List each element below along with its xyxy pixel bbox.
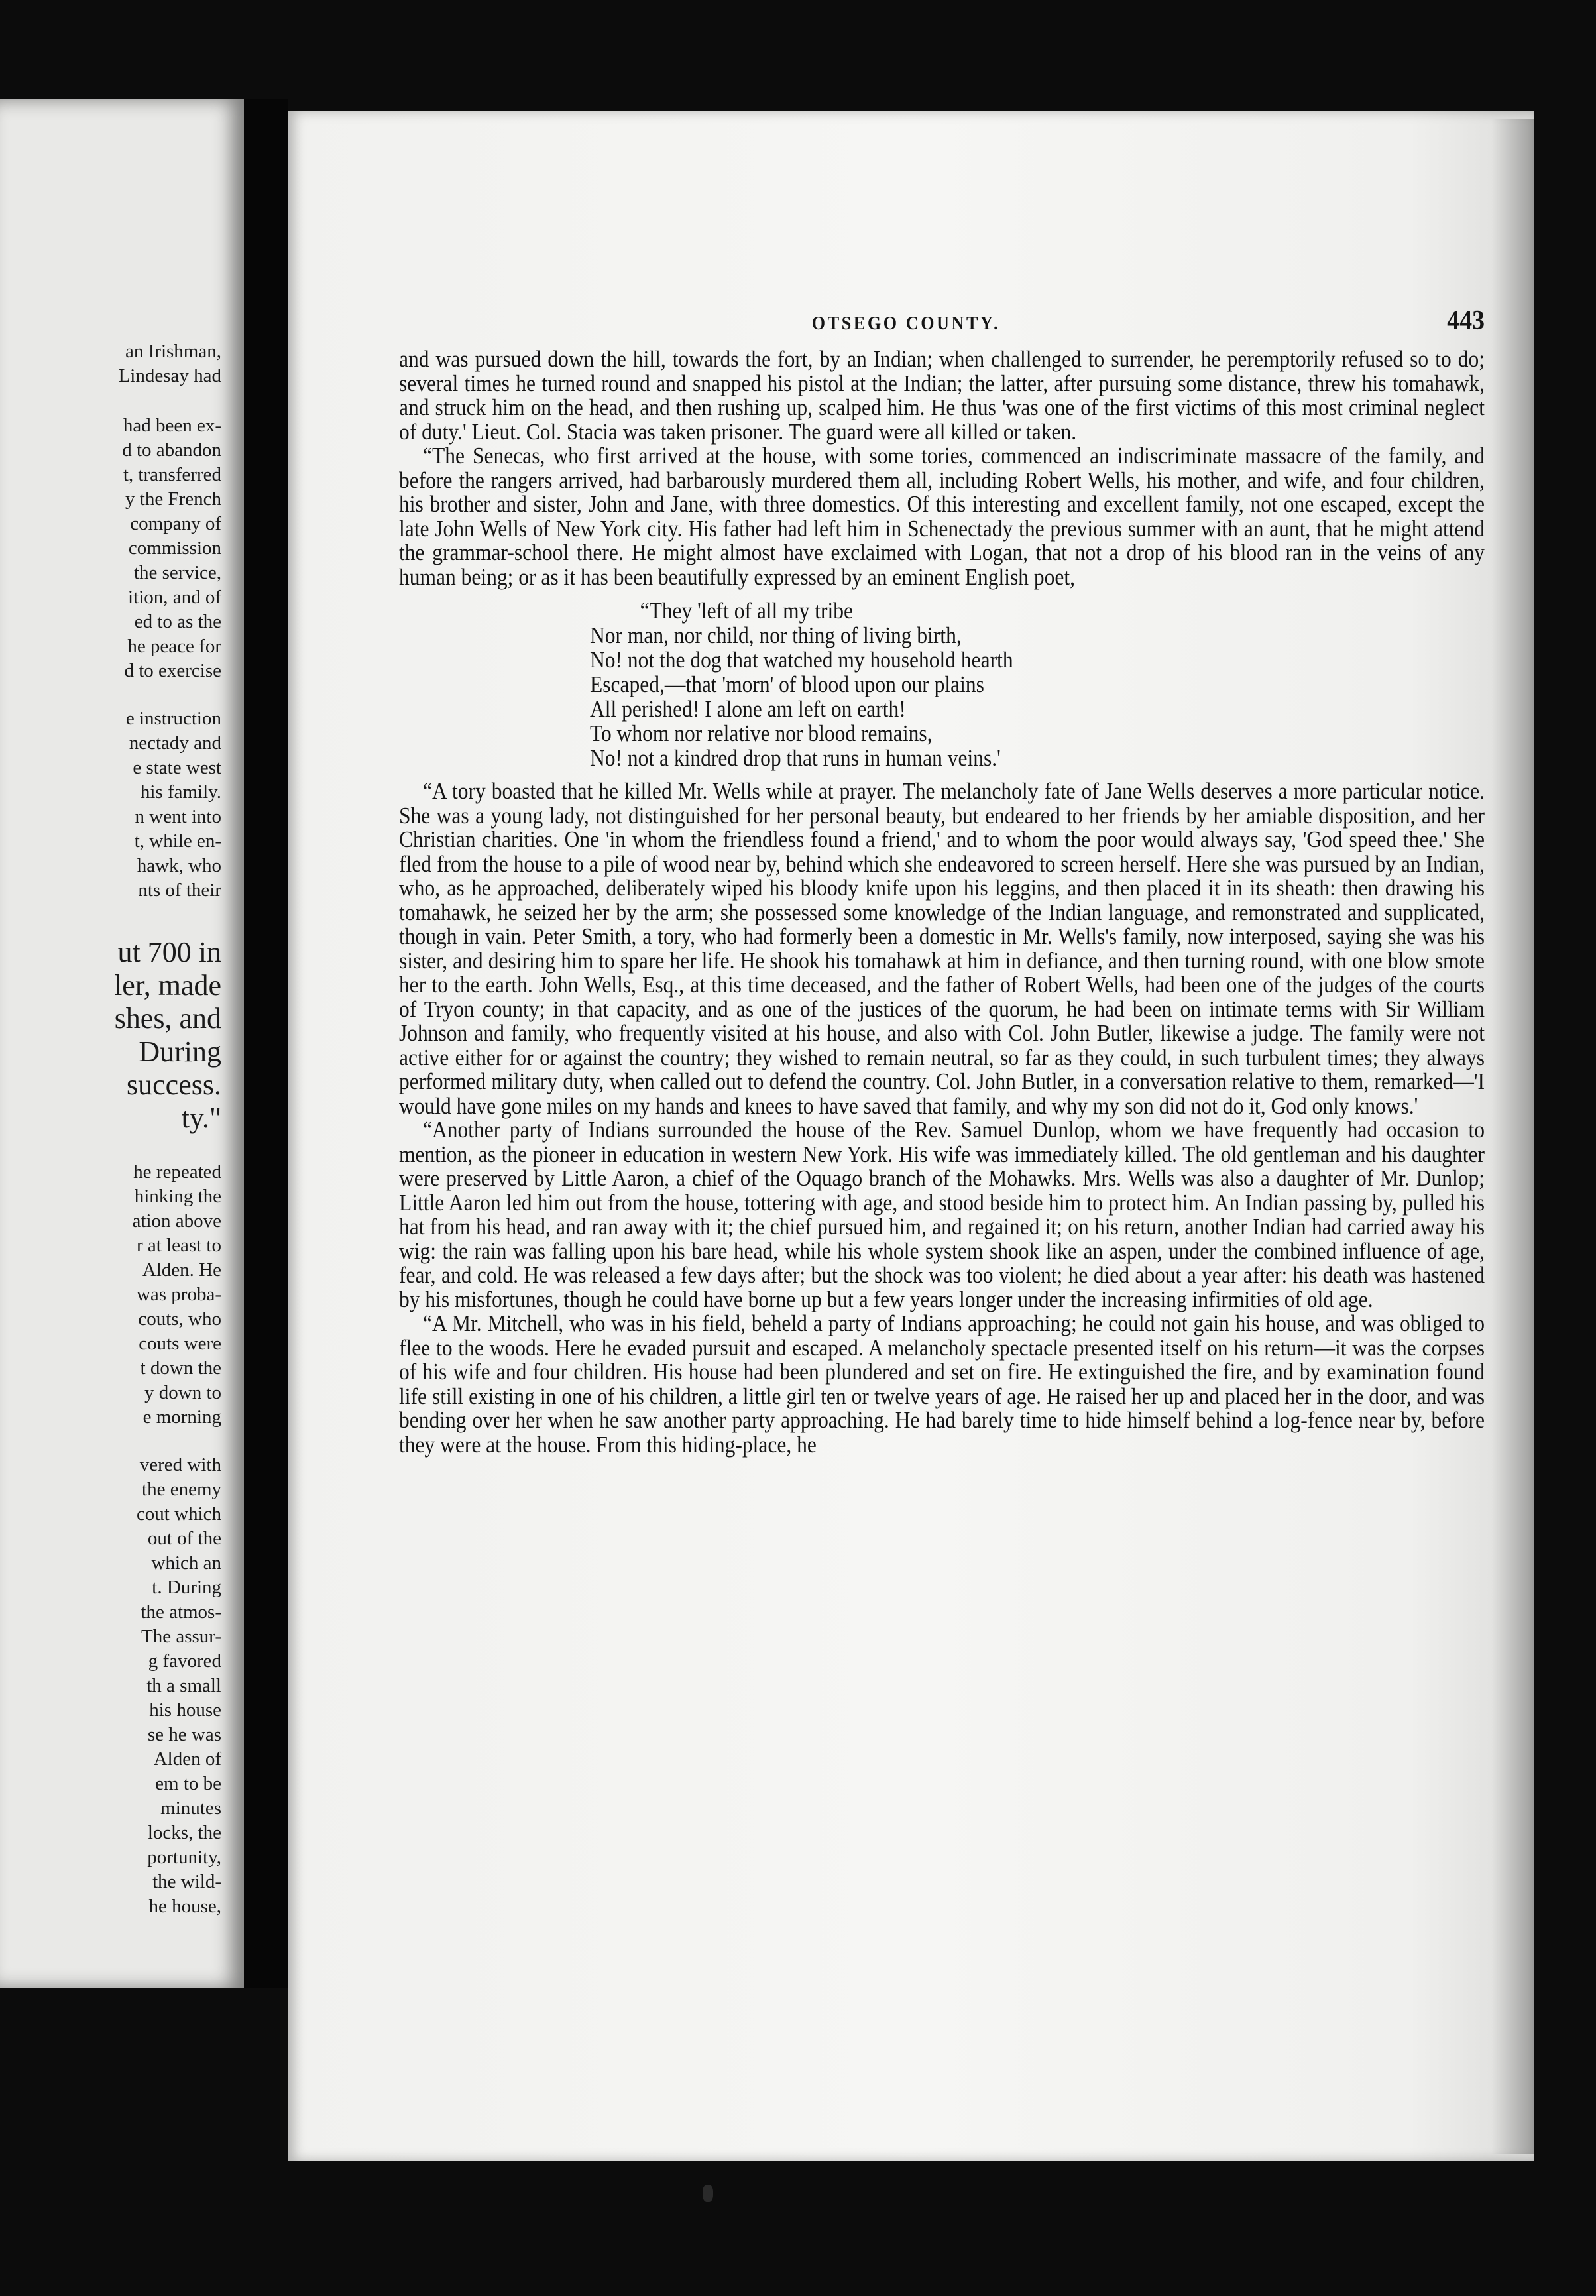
facing-page-fragment: t down the [140,1357,221,1379]
facing-page-fragment: t, transferred [123,464,221,485]
facing-page-fragment: an Irishman, [125,341,221,362]
paragraph: “A tory boasted that he killed Mr. Wells while at prayer. The melancholy fate of Jane Wells deserves a more particular notice. She was a young lady, not distinguished for her personal beauty, but endeared to her friends by her amiable disposition, and her Christian charities. One 'in whom the friendless found a friend,' and to whom the poor would always say, 'God speed thee.' She fled from the house to a pile of wood near by, behind which she endeavored to screen herself. Here she was pursued by an Indian, who, as he approached, deliberately wiped his bloody knife upon his leggins, and then placed it in its sheath: then drawing his tomahawk, he seized her by the arm; she possessed some knowledge of the Indian language, and remonstrated and supplicated, though in vain. Peter Smith, a tory, who had formerly been a domestic in Mr. Wells's family, now interposed, saying she was his sister, and desiring him to spare her life. He shook his tomahawk at him in defiance, and then turning round, with one blow smote her to the earth. John Wells, Esq., at this time deceased, and the father of Robert Wells, had been one of the judges of the courts of Tryon county; in that capacity, and as one of the justices of the quorum, he had been on intimate terms with Sir William Johnson and family, who frequently visited at his house, and also with Col. John Butler, likewise a judge. The family were not active either for or against the country; they wished to remain neutral, so far as they could, in such turbulent times; they always performed military duty, when called out to defend the country. Col. John Butler, in a conversation relative to them, remarked—'I would have gone miles on my hands and knees to have saved that family, and why my son did not do it, God only knows.' [399,778,1485,1119]
facing-page-fragment: Lindesay had [118,365,221,386]
facing-page-fragment: the service, [133,562,221,583]
facing-page-fragment: locks, the [147,1822,221,1843]
paragraph: “A Mr. Mitchell, who was in his field, beheld a party of Indians approaching; he could not gain his house, and was obliged to flee to the woods. Here he evaded pursuit and escaped. A melancholy spectacle presented itself on his return—it was the corpses of his wife and four children. His house had been plundered and set on fire. He extinguished the fire, and by examination found life still existing in one of his children, a little girl ten or twelve years of age. He raised her up and placed her in the door, and was bending over her when he saw another party approaching. He had barely time to hide himself behind a log-fence near by, before they were at the house. From this hiding-place, he [399,1310,1485,1458]
facing-page-fragment: cout which [136,1503,221,1524]
facing-page-fragment: the atmos- [141,1601,221,1623]
facing-page-fragment: r at least to [136,1235,221,1256]
facing-page-fragment: nectady and [129,732,221,754]
facing-page-fragment: company of [130,513,221,534]
facing-page-fragment: e morning [142,1406,221,1428]
poem-line: No! not a kindred drop that runs in human veins.' [590,745,1001,771]
facing-page-fragment: n went into [135,806,221,827]
facing-page-fragment: his house [149,1699,221,1721]
facing-page-fragment: em to be [155,1773,221,1794]
poem-line: To whom nor relative nor blood remains, [590,720,933,746]
facing-page-fragment: d to exercise [124,660,221,681]
facing-page-fragment: he peace for [127,636,221,657]
facing-page-fragment: shes, and [114,1002,221,1035]
page-text [399,304,1485,1457]
facing-page-fragment: his family. [140,781,221,803]
facing-page-fragment: e state west [133,757,221,778]
scan-speck [703,2185,713,2202]
poem-line: Nor man, nor child, nor thing of living birth, [590,622,962,648]
paragraph: “The Senecas, who first arrived at the house, with some tories, commenced an indiscriminate massacre of the family, and before the rangers arrived, had barbarously murdered them all, including Robert Wells, his mother, and wife, and four children, his brother and sister, John and Jane, with three domestics. Of this interesting and excellent family, not one escaped, except the late John Wells of New York city. His father had left him in Schenectady the previous summer with an aunt, that he might attend the grammar-school there. He might almost have exclaimed with Logan, that not a drop of his blood ran in the veins of any human being; or as it has been beautifully expressed by an eminent English poet, [399,443,1485,590]
running-title: OTSEGO COUNTY. [811,313,1001,334]
facing-page-fragment: minutes [160,1798,221,1819]
book-page [288,111,1534,2161]
facing-page-fragment: couts were [139,1333,221,1354]
paragraph: “Another party of Indians surrounded the house of the Rev. Samuel Dunlop, whom we have frequently had occasion to mention, as the pioneer in education in western New York. His wife was immediately killed. The old gentleman and his daughter were preserved by Little Aaron, a chief of the Oquago branch of the Mohawks. Mrs. Wells was also a daughter of Mr. Dunlop; Little Aaron led him out from the house, tottering with age, and stood beside him to protect him. An Indian passing by, pulled his hat from his head, and ran away with it; the chief pursued him, and regained it; on his return, another Indian had carried away his wig: the rain was falling upon his bare head, while his whole system shook like an aspen, under the combined influence of age, fear, and cold. He was released a few days after; but the shock was too violent; he died about a year after: his death was hastened by his misfortunes, though he could have borne up but a few years longer under the increasing infirmities of old age. [399,1117,1485,1312]
book-gutter [244,99,288,1988]
poem-line: No! not the dog that watched my household hearth [590,647,1013,673]
facing-page-fragment: ation above [132,1210,221,1232]
facing-page-fragment: had been ex- [123,415,221,436]
facing-page-fragment: se he was [147,1724,221,1745]
facing-page-fragment: ed to as the [134,611,221,632]
poem-line: All perished! I alone am left on earth! [590,696,906,722]
facing-page-fragment: t, while en- [134,831,221,852]
page-edge-shadow [1491,119,1534,2154]
facing-page-fragment: success. [127,1068,221,1101]
facing-page-fragment: he repeated [133,1161,221,1182]
facing-page-fragment: ition, and of [128,587,221,608]
facing-page-fragment: During [139,1035,221,1068]
facing-page-fragment: couts, who [138,1308,221,1330]
facing-page-fragment: y the French [125,488,221,510]
facing-page-fragment: was proba- [136,1284,221,1305]
facing-page-fragment: Alden. He [142,1259,221,1281]
facing-page-fragment: which an [151,1552,221,1574]
page-number: 443 [1447,306,1485,336]
facing-page-fragment: Alden of [153,1749,221,1770]
facing-page-fragment: he house, [148,1896,221,1917]
facing-page-fragment: hawk, who [137,855,221,876]
poem-line: Escaped,—that 'morn' of blood upon our plains [590,671,984,697]
facing-page-fragment: commission [128,538,221,559]
facing-page-fragment: y down to [144,1382,221,1403]
facing-page-fragment: ler, made [114,969,221,1002]
facing-page-fragment: th a small [146,1675,221,1696]
facing-page [0,99,244,1988]
facing-page-fragment: hinking the [134,1186,221,1207]
facing-page-fragment: e instruction [125,708,221,729]
facing-page-fragment: the wild- [152,1871,221,1892]
facing-page-fragment: g favored [148,1650,221,1672]
facing-page-fragment: ut 700 in [117,936,221,968]
facing-page-fragment: nts of their [138,880,221,901]
paragraph: and was pursued down the hill, towards the fort, by an Indian; when challenged to surrender, he peremptorily refused so to do; several times he turned round and snapped his pistol at the Indian; the latter, after pursuing some distance, threw his tomahawk, and struck him on the head, and then rushing up, scalped him. He thus 'was one of the first victims of this most criminal neglect of duty.' Lieut. Col. Stacia was taken prisoner. The guard were all killed or taken. [399,346,1485,445]
facing-page-fragment: out of the [147,1528,221,1549]
facing-page-fragment: the enemy [142,1479,221,1500]
facing-page-fragment: ty." [181,1102,221,1134]
poem-quotation [590,599,1485,770]
facing-page-fragment: t. During [152,1577,221,1598]
facing-page-fragment: The assur- [141,1626,221,1647]
running-head [399,304,1485,347]
facing-page-fragment: portunity, [147,1847,221,1868]
poem-line: “They 'left of all my tribe [640,598,854,624]
facing-page-fragment: d to abandon [122,439,221,461]
facing-page-fragment: vered with [139,1454,221,1475]
